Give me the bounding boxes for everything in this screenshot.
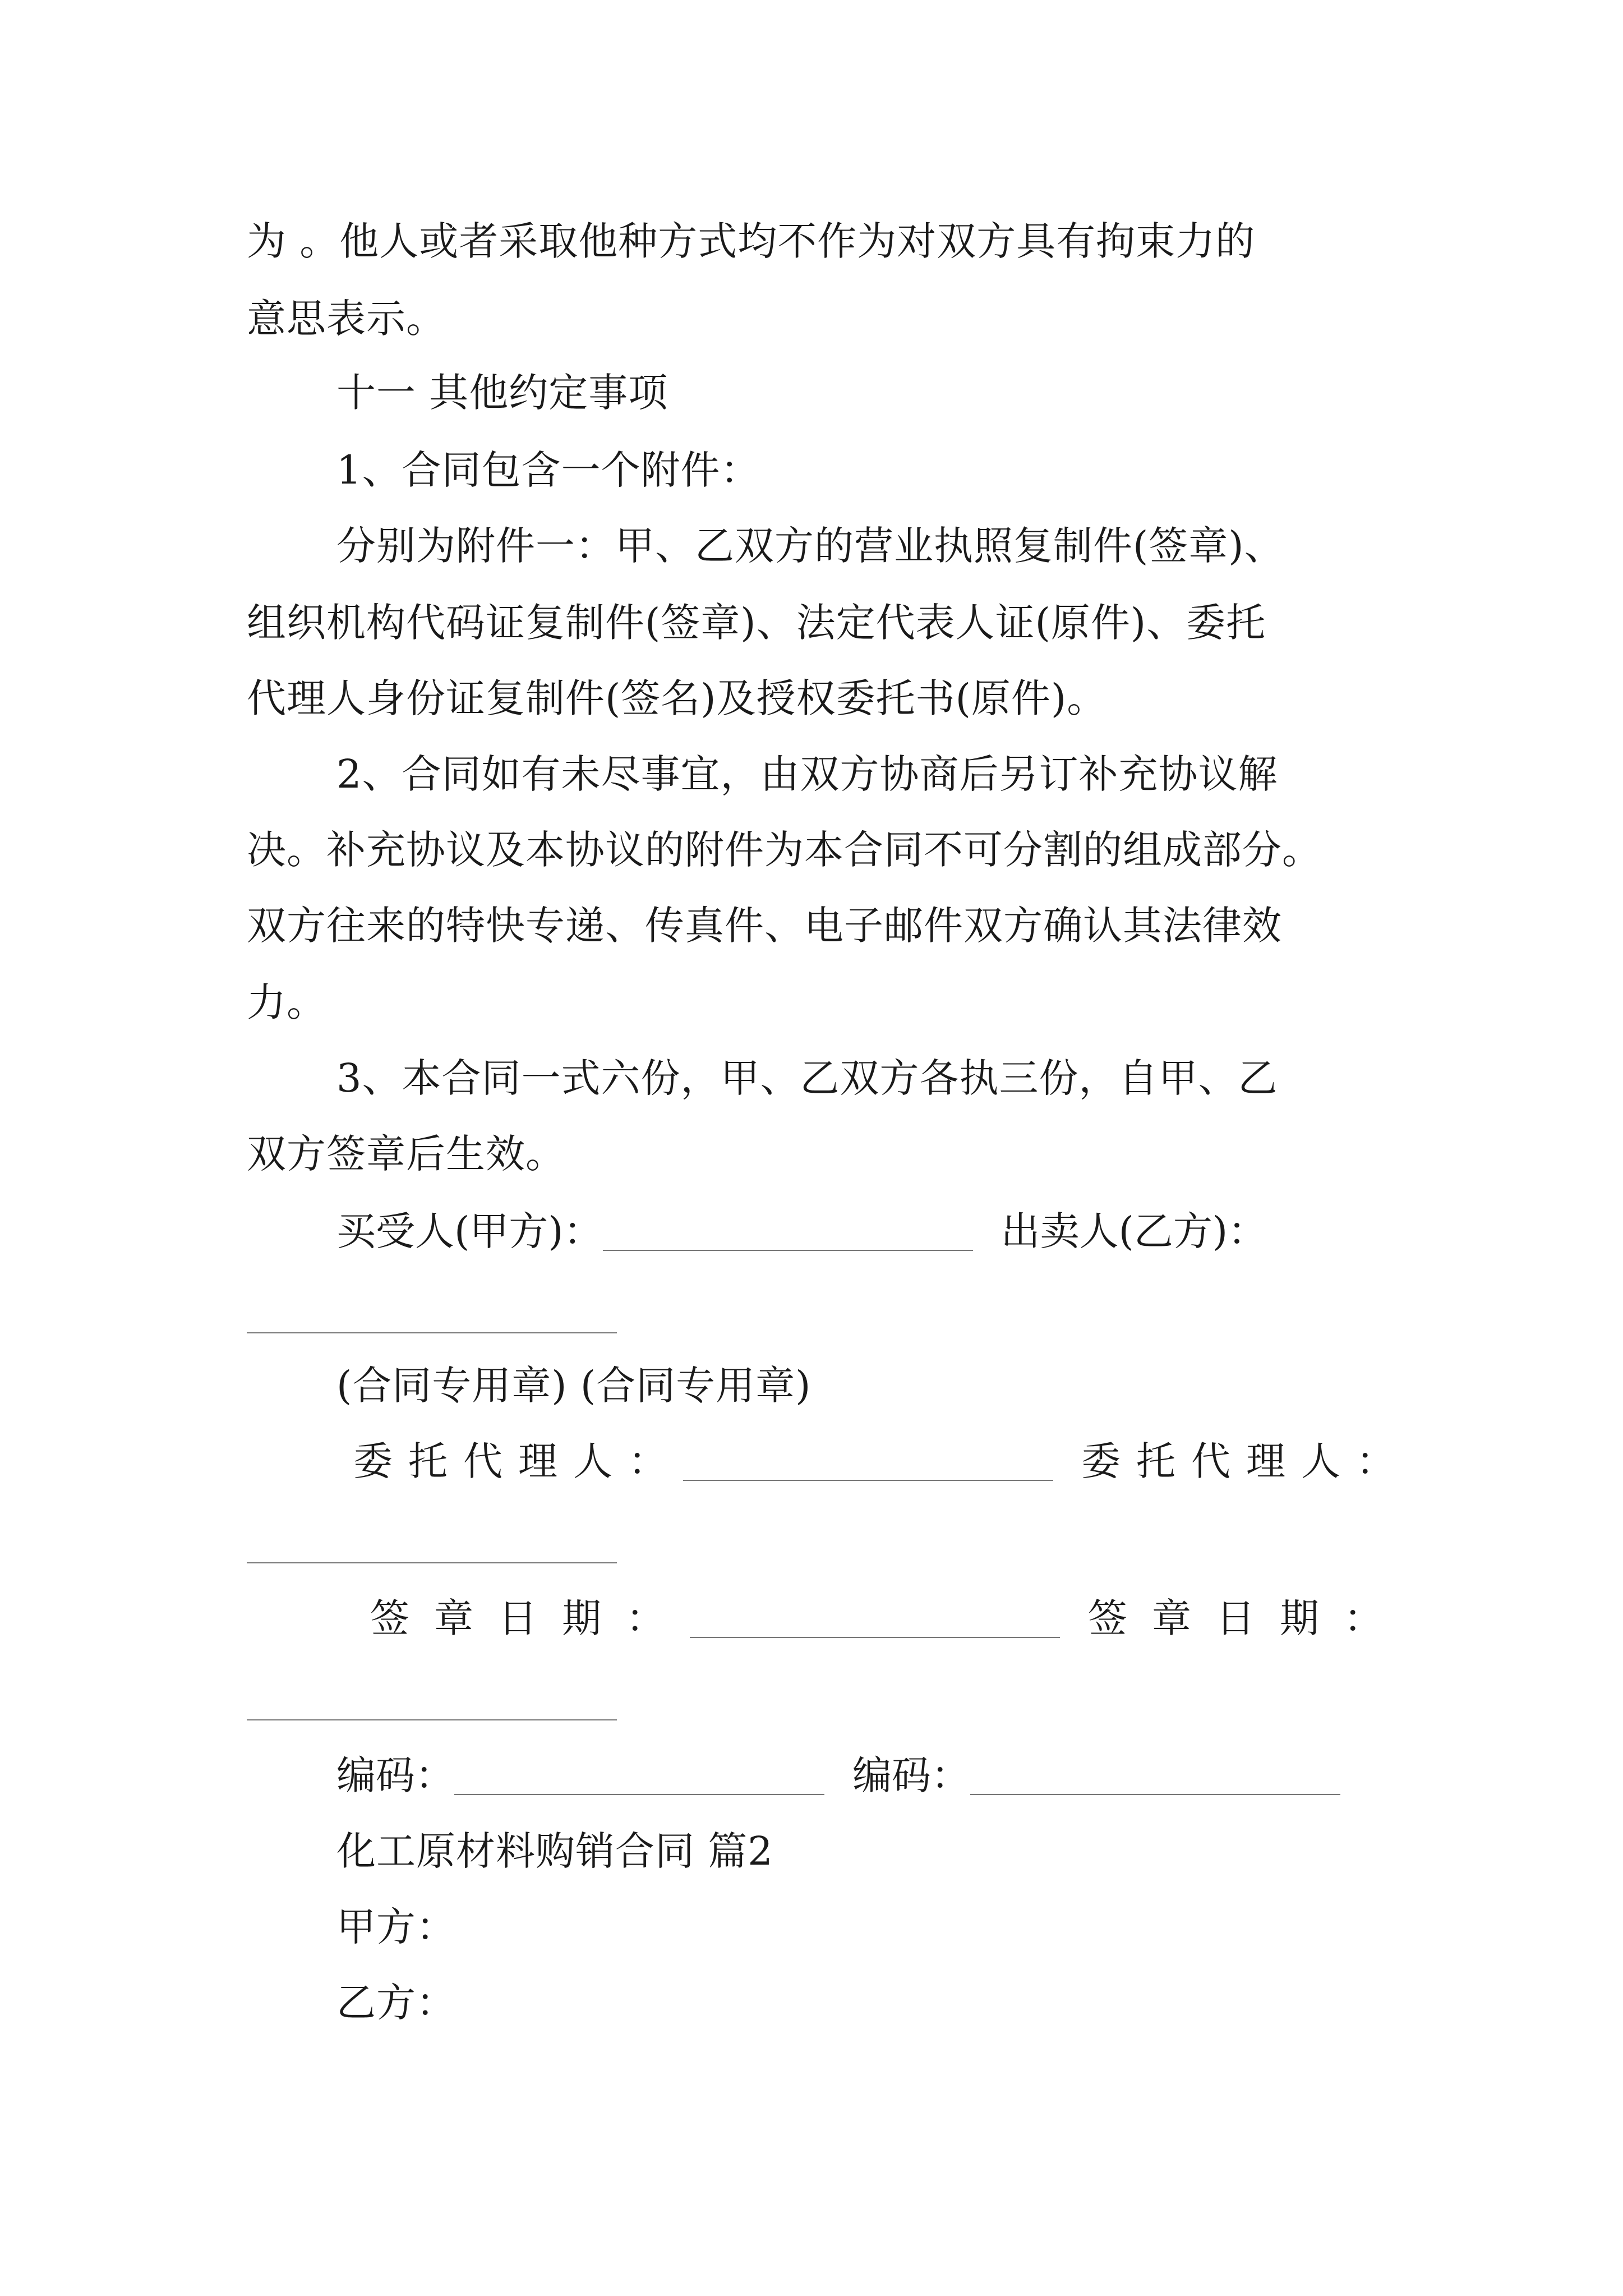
paragraph-line: 组织机构代码证复制件(签章)、法定代表人证(原件)、委托 [247,600,1266,646]
date-label-b: 签章日期： [1088,1595,1408,1641]
date-blank-b[interactable] [247,1719,617,1720]
date-label-a: 签章日期： [370,1595,690,1641]
agent-label-a: 委托代理人： [353,1438,683,1484]
party-a-label: 甲方： [336,1904,456,1950]
party-b-label: 乙方： [336,1980,456,2026]
date-blank-a[interactable] [690,1607,1060,1638]
buyer-label: 买受人(甲方)： [336,1208,603,1254]
paragraph-line: 分别为附件一：甲、乙双方的营业执照复制件(签章)、 [336,523,1284,569]
agent-row [353,1438,1411,1484]
buyer-blank[interactable] [603,1220,973,1251]
code-label-b: 编码： [852,1752,970,1798]
paragraph-line: 1、合同包含一个附件： [336,447,760,493]
code-label-a: 编码： [336,1752,454,1798]
section-title: 化工原材料购销合同 篇2 [336,1828,773,1874]
paragraph-line: 决。补充协议及本协议的附件为本合同不可分割的组成部分。 [247,827,1322,873]
code-blank-b[interactable] [970,1764,1340,1795]
paragraph-line: 2、合同如有未尽事宜，由双方协商后另订补充协议解 [336,751,1278,797]
paragraph-line: 代理人身份证复制件(签名)及授权委托书(原件)。 [247,675,1107,721]
text-segment: 为 。他人或者采取他种方式均不作为对双方具有拘束力的 [247,218,1256,264]
seller-label: 出卖人(乙方)： [1000,1208,1267,1254]
paragraph-line [247,218,1380,264]
paragraph-line: 力。 [247,979,326,1025]
agent-blank-a[interactable] [683,1450,1053,1481]
section-heading: 十一 其他约定事项 [336,370,668,416]
seal-text: (合同专用章) (合同专用章) [336,1363,811,1409]
seller-blank[interactable] [247,1332,617,1333]
paragraph-line: 意思表示。 [247,296,446,342]
agent-blank-b[interactable] [247,1562,617,1563]
paragraph-line: 3、本合同一式六份，甲、乙双方各执三份，自甲、乙 [336,1055,1278,1101]
paragraph-line: 双方往来的特快专递、传真件、电子邮件双方确认其法律效 [247,903,1282,949]
buyer-seller-row [336,1208,1267,1254]
code-row [336,1752,1340,1798]
code-blank-a[interactable] [454,1764,824,1795]
paragraph-line: 双方签章后生效。 [247,1131,565,1177]
agent-label-b: 委托代理人： [1081,1438,1411,1484]
date-row [370,1595,1408,1641]
